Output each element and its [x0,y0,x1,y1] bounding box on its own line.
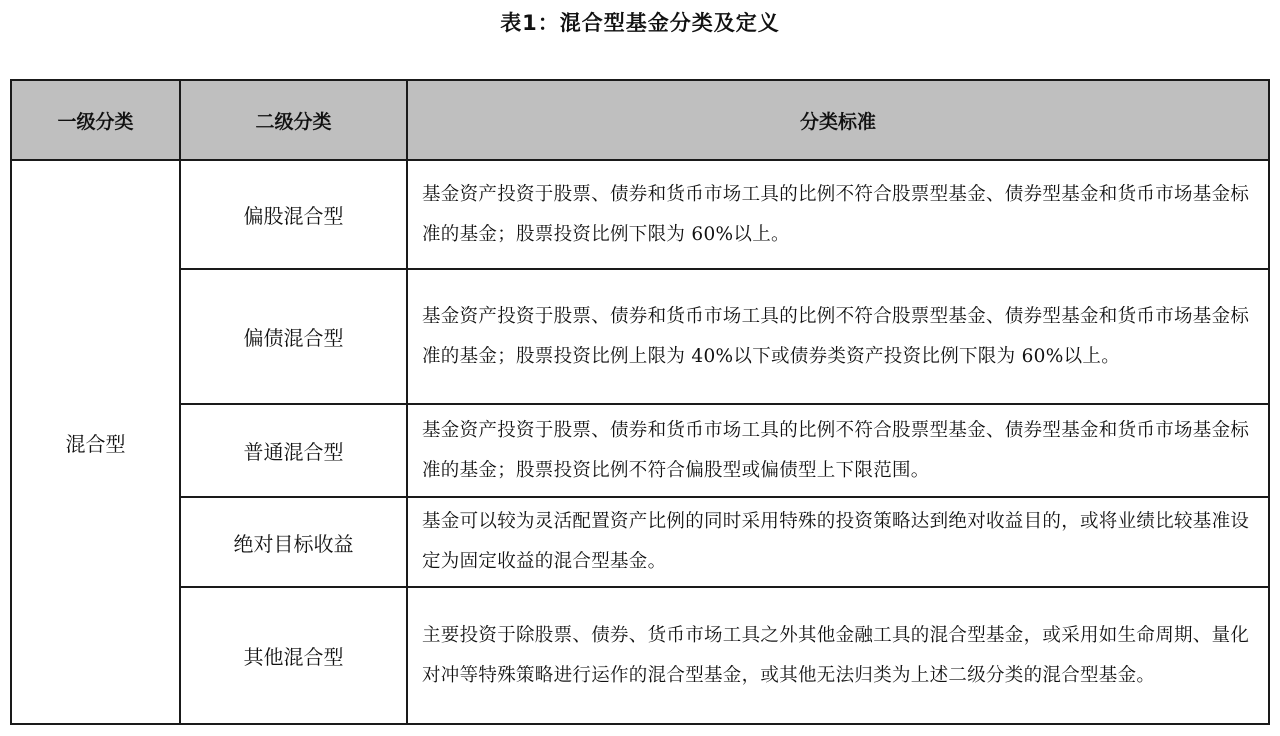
table-title: 表1：混合型基金分类及定义 [500,11,780,35]
fund-classification-table [10,79,1270,725]
table-row [11,269,1269,404]
table-row [11,497,1269,587]
secondary-category-cell: 偏债混合型 [180,269,407,404]
header-classification-standard: 分类标准 [407,80,1269,160]
header-secondary-category: 二级分类 [180,80,407,160]
secondary-category-cell: 其他混合型 [180,587,407,724]
table-row [11,160,1269,269]
secondary-category-cell: 普通混合型 [180,404,407,497]
secondary-category-cell: 绝对目标收益 [180,497,407,587]
standard-cell: 基金资产投资于股票、债券和货币市场工具的比例不符合股票型基金、债券型基金和货币市场基金标准的基金；股票投资比例不符合偏股型或偏债型上下限范围。 [407,404,1269,497]
header-row [11,80,1269,160]
standard-cell: 基金可以较为灵活配置资产比例的同时采用特殊的投资策略达到绝对收益目的，或将业绩比较基准设定为固定收益的混合型基金。 [407,497,1269,587]
standard-cell: 基金资产投资于股票、债券和货币市场工具的比例不符合股票型基金、债券型基金和货币市场基金标准的基金；股票投资比例上限为 40%以下或债券类资产投资比例下限为 60%以上。 [407,269,1269,404]
table-header [11,80,1269,160]
primary-category-cell: 混合型 [11,160,180,724]
secondary-category-cell: 偏股混合型 [180,160,407,269]
standard-cell: 主要投资于除股票、债券、货币市场工具之外其他金融工具的混合型基金，或采用如生命周期、量化对冲等特殊策略进行运作的混合型基金，或其他无法归类为上述二级分类的混合型基金。 [407,587,1269,724]
table-row [11,404,1269,497]
standard-cell: 基金资产投资于股票、债券和货币市场工具的比例不符合股票型基金、债券型基金和货币市场基金标准的基金；股票投资比例下限为 60%以上。 [407,160,1269,269]
header-primary-category: 一级分类 [11,80,180,160]
table-row [11,587,1269,724]
table-body [11,160,1269,724]
